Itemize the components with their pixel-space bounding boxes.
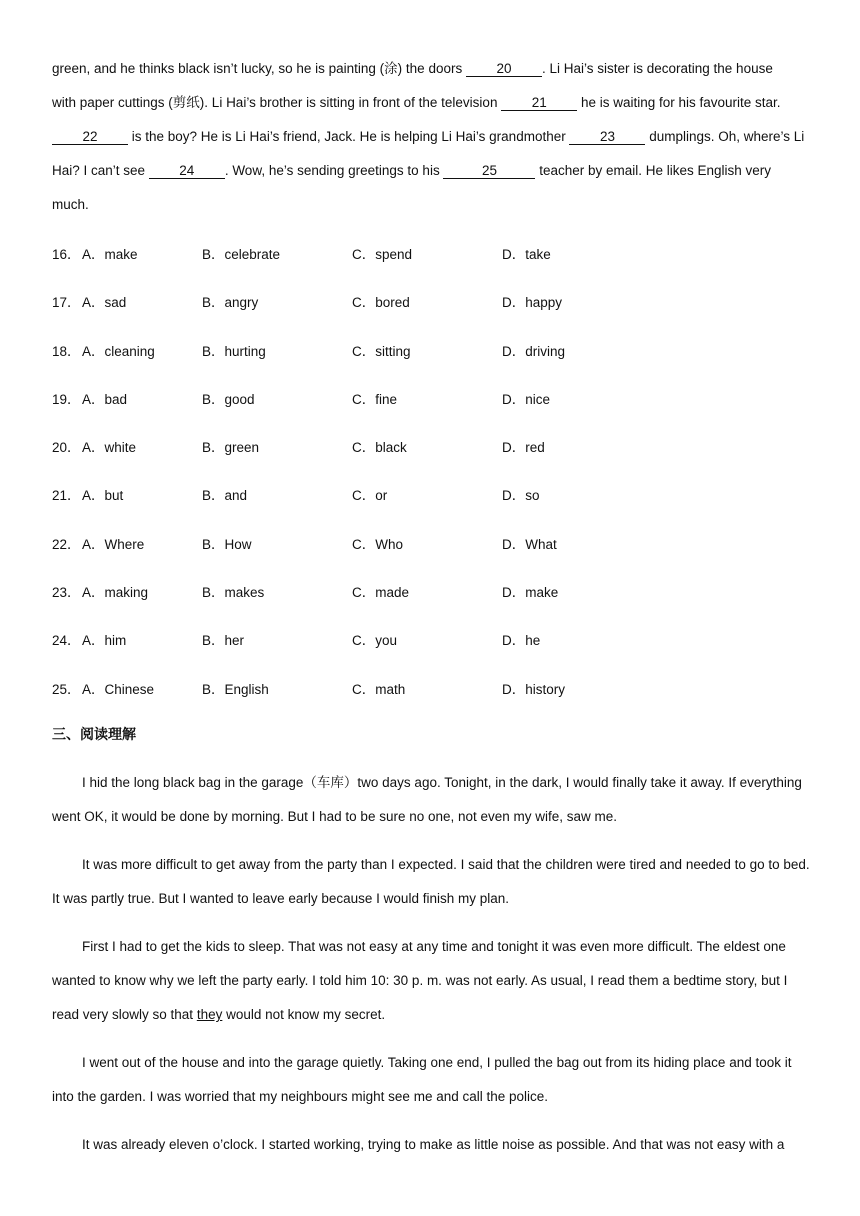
question-row [52, 381, 822, 429]
cloze-line-4 [52, 154, 822, 188]
question-row [52, 333, 822, 381]
question-number: 24． [52, 633, 81, 649]
text: green, and he thinks black isn’t lucky, so he is painting (涂) the doors [52, 61, 466, 76]
question-options [52, 236, 822, 719]
option-c[interactable]: C．you [352, 633, 398, 649]
text: he is waiting for his favourite star. [577, 95, 781, 110]
text: with paper cuttings (剪纸). Li Hai’s brother is sitting in front of the television [52, 95, 502, 110]
option-a[interactable]: A．make [82, 247, 138, 262]
reading-paragraph-2: It was more difficult to get away from the party than I expected. I said that the children were tired and needed to go to bed. It was partly true. But I wanted to leave early because I would finish my plan. [52, 857, 810, 906]
question-row [52, 236, 822, 284]
question-row [52, 477, 822, 525]
option-b[interactable]: B．hurting [202, 343, 266, 359]
question-row [52, 622, 822, 670]
option-a[interactable]: A．white [82, 440, 137, 456]
option-d[interactable]: D．driving [502, 343, 566, 359]
option-a[interactable]: A．Where [82, 536, 145, 552]
option-b[interactable]: B．English [202, 681, 269, 697]
option-d[interactable]: D．he [502, 633, 541, 649]
question-number: 20． [52, 440, 81, 456]
option-d[interactable]: D．nice [502, 391, 551, 407]
text: would not know my secret. [222, 1007, 386, 1022]
underlined-word: they [196, 1007, 223, 1022]
option-a[interactable]: A．him [82, 633, 127, 649]
question-number: 22． [52, 536, 81, 552]
option-c[interactable]: C．fine [352, 391, 398, 407]
cloze-passage [52, 52, 822, 222]
question-row [52, 284, 822, 332]
question-number: 23． [52, 585, 81, 601]
option-c[interactable]: C．or [352, 488, 388, 504]
option-b[interactable]: B．good [202, 391, 255, 407]
cloze-line-2 [52, 86, 822, 120]
reading-paragraph-5: It was already eleven o’clock. I started working, trying to make as little noise as possible. And that was not easy with a [82, 1137, 785, 1152]
question-number: 21． [52, 488, 81, 504]
option-c[interactable]: C．black [352, 440, 407, 456]
text: Hai? I can’t see [52, 163, 149, 178]
text: First I had to get the kids to sleep. That was not easy at any time and tonight it was even more difficult. The eldest one wanted to know why we left the party early. I told him 10: 30 p. m. was not early. As usual, I read them a bedtime story, but I read very slowly so that [52, 939, 788, 1022]
option-a[interactable]: A．sad [82, 295, 127, 311]
blank-25: 25 [443, 164, 535, 179]
cloze-line-5: much. [52, 197, 89, 212]
text: dumplings. Oh, where’s Li [645, 129, 805, 144]
option-b[interactable]: B．How [202, 536, 252, 552]
blank-24: 24 [149, 164, 225, 179]
option-b[interactable]: B．angry [202, 295, 259, 311]
option-c[interactable]: C．made [352, 585, 410, 601]
option-c[interactable]: C．math [352, 681, 406, 697]
option-a[interactable]: A．but [82, 488, 124, 504]
question-row [52, 671, 822, 719]
option-b[interactable]: B．green [202, 440, 260, 456]
text: . Wow, he’s sending greetings to his [224, 163, 444, 178]
question-row [52, 574, 822, 622]
option-a[interactable]: A．making [82, 585, 149, 601]
option-a[interactable]: A．Chinese [82, 681, 155, 697]
blank-20: 20 [466, 62, 542, 77]
option-d[interactable]: D．happy [502, 295, 563, 311]
blank-22: 22 [52, 130, 128, 145]
section-title: 三、阅读理解 [52, 727, 136, 743]
question-number: 17． [52, 295, 81, 311]
option-b[interactable]: B．celebrate [202, 247, 281, 262]
reading-paragraph-1: I hid the long black bag in the garage（车库）two days ago. Tonight, in the dark, I would finally take it away. If everything went OK, it would be done by morning. But I had to be sure no one, not even my wife, saw me. [52, 775, 802, 824]
option-a[interactable]: A．bad [82, 391, 128, 407]
option-c[interactable]: C．sitting [352, 343, 411, 359]
option-d[interactable]: D．take [502, 247, 551, 262]
cloze-line-1 [52, 52, 822, 86]
question-number: 16． [52, 247, 81, 262]
question-number: 18． [52, 343, 81, 359]
option-d[interactable]: D．history [502, 681, 566, 697]
text: . Li Hai’s sister is decorating the house [541, 61, 773, 76]
option-c[interactable]: C．bored [352, 295, 410, 311]
option-d[interactable]: D．What [502, 536, 557, 552]
option-d[interactable]: D．make [502, 585, 559, 601]
reading-passage [52, 766, 814, 1176]
option-a[interactable]: A．cleaning [82, 343, 155, 359]
question-row [52, 429, 822, 477]
option-c[interactable]: C．Who [352, 536, 404, 552]
option-b[interactable]: B．her [202, 633, 245, 649]
reading-paragraph-4: I went out of the house and into the garage quietly. Taking one end, I pulled the bag out from its hiding place and took it into the garden. I was worried that my neighbours might see me and call the police. [52, 1055, 792, 1104]
question-number: 19． [52, 391, 81, 407]
option-b[interactable]: B．and [202, 488, 248, 504]
blank-21: 21 [501, 96, 577, 111]
option-d[interactable]: D．so [502, 488, 540, 504]
blank-23: 23 [569, 130, 645, 145]
text: is the boy? He is Li Hai’s friend, Jack. He is helping Li Hai’s grandmother [128, 129, 570, 144]
text: teacher by email. He likes English very [535, 163, 772, 178]
cloze-line-3 [52, 120, 822, 154]
option-c[interactable]: C．spend [352, 247, 413, 262]
option-b[interactable]: B．makes [202, 585, 265, 601]
reading-paragraph-3 [52, 930, 814, 1032]
option-d[interactable]: D．red [502, 440, 545, 456]
question-row [52, 526, 822, 574]
question-number: 25． [52, 681, 81, 697]
